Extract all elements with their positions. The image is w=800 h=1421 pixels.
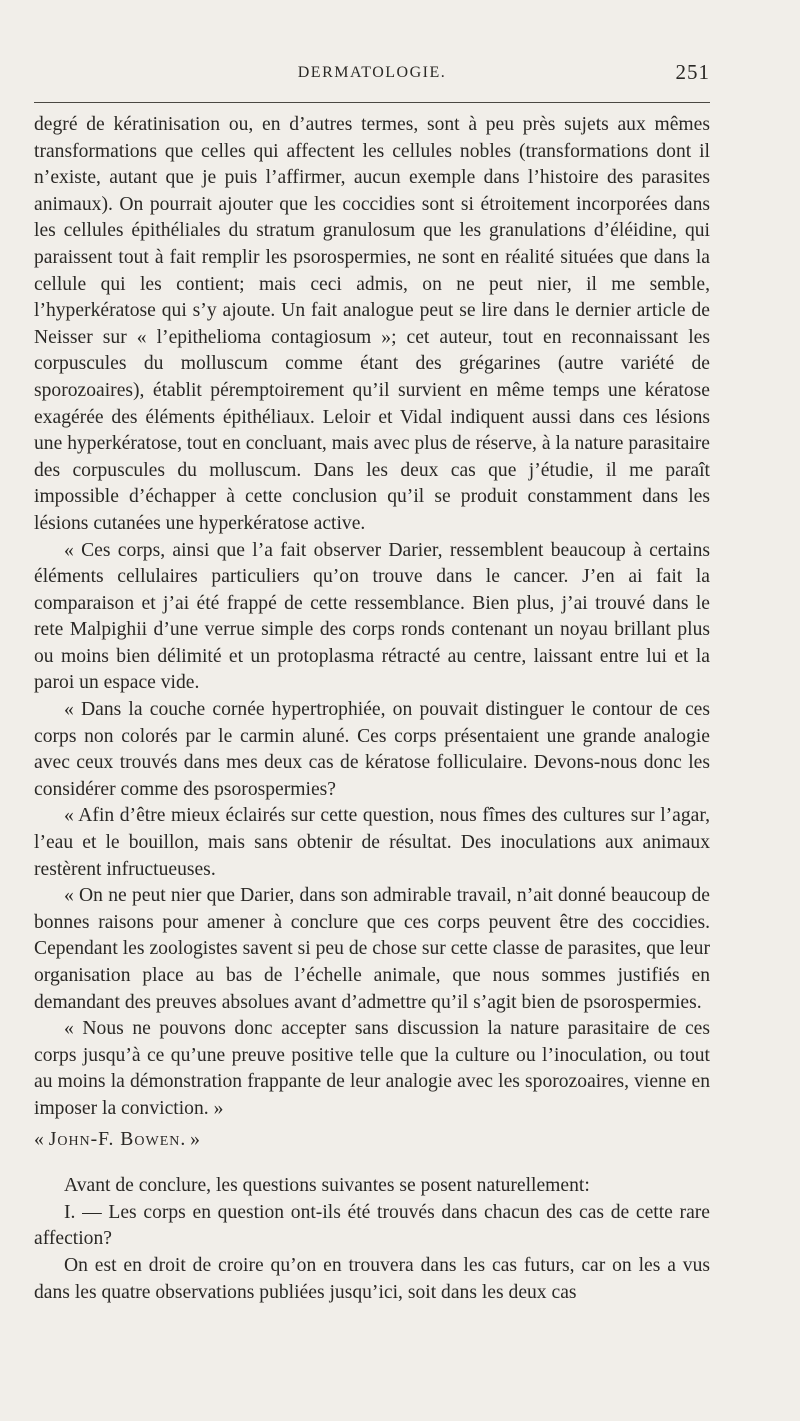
signature-close: . » [180,1128,200,1150]
paragraph-4: « Afin d’être mieux éclairés sur cette question, nous fîmes des cultures sur l’agar, l’eau et le bouillon, mais sans obtenir de résultat. Des inoculations aux animaux restèrent infructueuses. [34,805,710,880]
paragraph-1: degré de kératinisation ou, en d’autres termes, sont à peu près sujets aux mêmes transformations que celles qui affectent les cellules nobles (transformations dont il n’existe, autant que je puis l’affirmer, aucun exemple dans l’histoire des parasites animaux). On pourrait ajouter que les coccidies sont si étroitement incorporées dans les cellules épithéliales du stratum granulosum que les granulations d’éléidine, qui paraissent tout à fait remplir les psorospermies, ne sont en réalité situées que dans la cellule qui les contient; mais ceci admis, on ne peut nier, il me semble, l’hyperkératose qui s’y ajoute. Un fait analogue peut se lire dans le dernier article de Neisser sur « l’epithelioma contagiosum »; cet auteur, tout en reconnaissant les corpuscules du molluscum comme étant des grégarines (autre variété de sporozoaires), établit péremptoirement qu’il survient en même temps une kératose exagérée des éléments épithéliaux. Leloir et Vidal indiquent aussi dans ces lésions une hyperkératose, tout en concluant, mais avec plus de réserve, à la nature parasitaire des corpuscules du molluscum. Dans les deux cas que j’étudie, il me paraît impossible d’échapper à cette conclusion qu’il se produit constamment dans les lésions cutanées une hyperkératose active. [34,114,710,534]
header-rule [34,102,710,103]
running-head [34,60,710,90]
paragraph-7: Avant de conclure, les questions suivantes se posent naturellement: [64,1175,590,1197]
paragraph-3: « Dans la couche cornée hypertrophiée, on pouvait distinguer le contour de ces corps non colorés par le carmin aluné. Ces corps présentaient une grande analogie avec ceux trouvés dans mes deux cas de kératose folliculaire. Devons-nous donc les considérer comme des psorospermies? [34,699,710,800]
quote-signature [34,1127,710,1154]
paragraph-8: I. — Les corps en question ont-ils été trouvés dans chacun des cas de cette rare affection? [34,1201,710,1250]
running-title: DERMATOLOGIE. [297,64,447,81]
page-number: 251 [675,60,710,84]
paragraph-5: « On ne peut nier que Darier, dans son admirable travail, n’ait donné beaucoup de bonnes raisons pour amener à conclure que ces corps peuvent être des coccidies. Cependant les zoologistes savent si peu de chose sur cette classe de parasites, que leur organisation place au bas de l’échelle animale, que nous sommes justifiés en demandant des preuves absolues avant d’admettre qu’il s’agit bien de psorospermies. [34,885,710,1013]
signature-open-quote: « [34,1128,49,1150]
paragraph-6: « Nous ne pouvons donc accepter sans discussion la nature parasitaire de ces corps jusqu’à ce qu’une preuve positive telle que la culture ou l’inoculation, ou tout au moins la démonstration frappante de leur analogie avec les sporozoaires, vienne en imposer la conviction. » [34,1018,710,1119]
paragraph-2: « Ces corps, ainsi que l’a fait observer Darier, ressemblent beaucoup à certains éléments cellulaires particuliers qu’on trouve dans le cancer. J’en ai fait la comparaison et j’ai été frappé de cette ressemblance. Bien plus, j’ai trouvé dans le rete Malpighii d’une verrue simple des corps ronds contenant un noyau brillant plus ou moins bien délimité et un protoplasma rétracté au centre, laissant entre lui et la paroi un espace vide. [34,539,710,694]
signature-name: John-F. Bowen [48,1128,181,1150]
paragraph-9: On est en droit de croire qu’on en trouvera dans les cas futurs, car on les a vus dans les quatre observations publiées jusqu’ici, soit dans les deux cas [34,1254,710,1303]
body-text [34,112,710,1306]
